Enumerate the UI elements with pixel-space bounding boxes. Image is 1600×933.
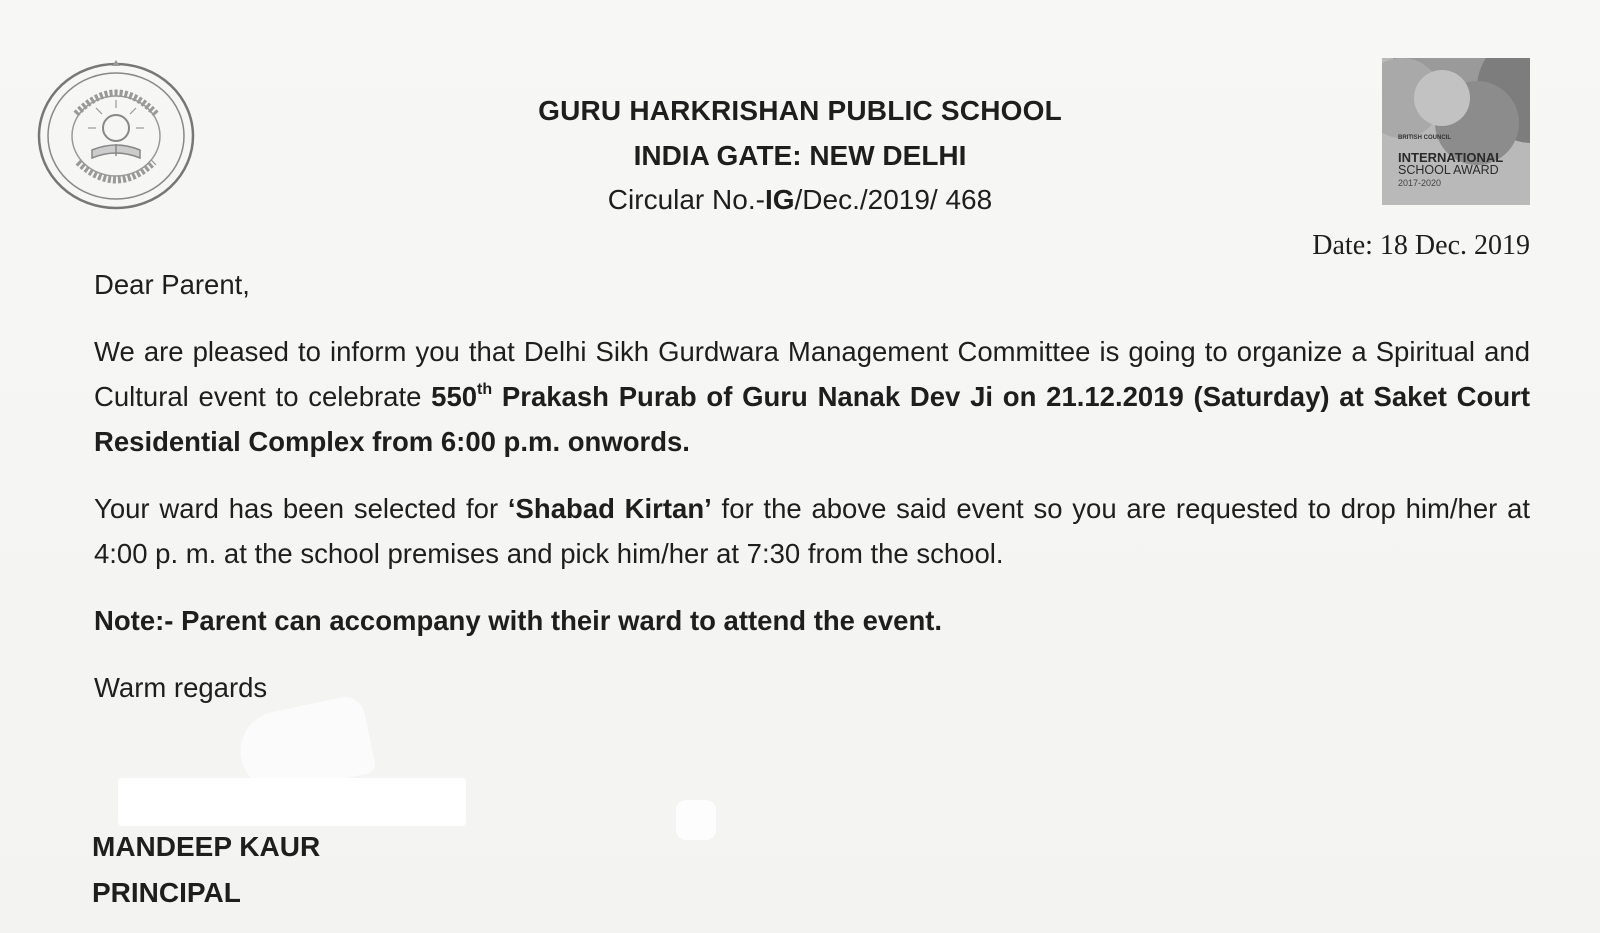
paragraph-event [94,329,1530,464]
paragraph-selection [94,486,1530,576]
anniversary-number: 550 [431,381,478,412]
award-years: 2017-2020 [1398,178,1442,188]
signature-redaction [118,778,466,826]
school-name: GURU HARKRISHAN PUBLIC SCHOOL [538,95,1062,126]
note: Note:- Parent can accompany with their ward to attend the event. [94,605,943,636]
para2-start: Your ward has been selected for [94,493,508,524]
salutation: Dear Parent, [94,269,250,300]
award-issuer: BRITISH COUNCIL [1398,135,1451,141]
para1-text: We are pleased to inform you that Delhi Sikh Gurdwara Management Committee is going to organize a Spiritual and Cultural event to celebrate [94,336,1530,412]
circular-suffix: /Dec./2019/ 468 [794,184,993,215]
circular-prefix: Circular No.- [607,184,765,215]
school-location: INDIA GATE: NEW DELHI [633,140,967,171]
signatory-name: MANDEEP KAUR [92,831,321,862]
award-text [1398,151,1503,190]
letter-date: Date: 18 Dec. 2019 [1312,230,1530,261]
para2-end: for the above said event so you are requested to drop him/her at 4:00 p. m. at the school premises and pick him/her at 7:30 from the school. [94,493,1530,569]
redaction-mark [676,800,716,840]
signatory-title: PRINCIPAL [92,877,241,908]
award-line2: SCHOOL AWARD [1398,163,1499,177]
letter-body [94,262,1530,710]
event-details: Prakash Purab of Guru Nanak Dev Ji on 21.12.2019 (Saturday) at Saket Court Residential Complex from 6:00 p.m. onwords. [94,381,1530,457]
ordinal-suffix: th [477,381,493,398]
british-council-logo [1398,135,1451,141]
circular-code: IG [764,184,795,215]
closing: Warm regards [94,672,268,703]
school-seal-icon [36,58,196,210]
award-line1: INTERNATIONAL [1398,150,1504,165]
letterhead [530,88,1070,222]
circular-number [530,178,1070,222]
activity-name: ‘Shabad Kirtan’ [507,493,712,524]
international-school-award-badge [1382,58,1530,205]
signatory [92,824,320,916]
